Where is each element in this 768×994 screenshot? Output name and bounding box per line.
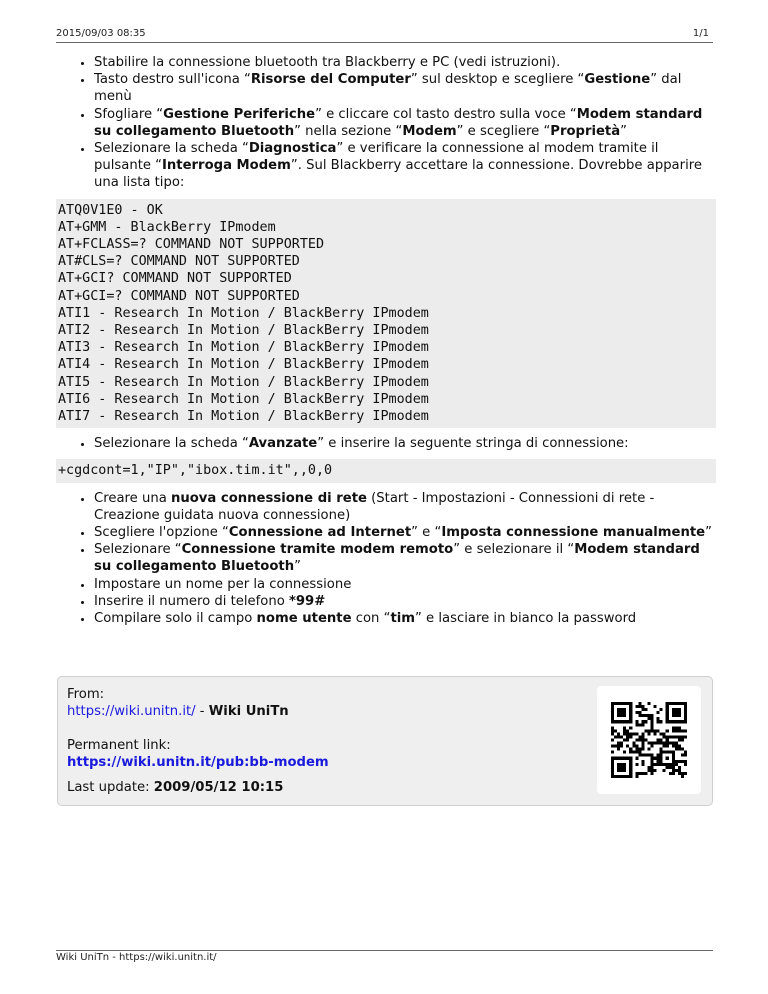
steps-list-3: [56, 490, 716, 628]
text-segment: Stabilire la connessione bluetooth tra Blackberry e PC (vedi istruzioni).: [94, 55, 561, 70]
text-segment: ” e scegliere “: [456, 123, 551, 139]
modem-response-code-block: [56, 199, 716, 429]
from-label: From:: [67, 687, 105, 702]
page-number: 1/1: [692, 28, 709, 39]
text-segment: con “: [351, 611, 391, 627]
list-item: [94, 71, 716, 105]
list-item: [94, 593, 716, 610]
bold-term: Gestione Periferiche: [163, 106, 316, 122]
bold-term: nome utente: [256, 611, 352, 627]
text-segment: (Start - Impostazioni - Connessioni di rete - Creazione guidata nuova connessione): [94, 490, 655, 523]
steps-list-1: [56, 54, 716, 192]
list-item: [94, 576, 716, 593]
code-line: +cgdcont=1,"IP","ibox.tim.it",,0,0: [58, 463, 333, 479]
text-segment: ” e verificare la connessione al modem tramite il pulsante “: [94, 141, 659, 174]
from-block: [67, 686, 289, 720]
bold-term: Connessione ad Internet: [228, 525, 412, 541]
bold-term: Proprietà: [550, 123, 621, 139]
bold-term: Interroga Modem: [162, 158, 291, 174]
text-segment: Compilare solo il campo: [94, 611, 257, 627]
bold-term: tim: [390, 611, 416, 627]
text-segment: Creare una: [94, 490, 171, 506]
page-info-box: [57, 676, 713, 806]
list-item: [94, 610, 716, 627]
bold-term: nuova connessione di rete: [170, 490, 367, 506]
bold-term: Avanzate: [248, 436, 318, 452]
list-item: [94, 435, 716, 452]
text-segment: Sfogliare “: [94, 106, 164, 122]
code-line: AT+FCLASS=? COMMAND NOT SUPPORTED: [58, 237, 325, 253]
permalink-block: [67, 737, 329, 771]
code-line: ATI7 - Research In Motion / BlackBerry IPmodem: [58, 409, 429, 425]
text-segment: ” e “: [411, 525, 442, 541]
bold-term: Diagnostica: [248, 141, 337, 157]
print-date: 2015/09/03 08:35: [56, 28, 146, 39]
steps-list-2: [56, 435, 716, 452]
bold-term: Modem standard su collegamento Bluetooth: [94, 542, 700, 575]
qr-code-image: [611, 702, 687, 778]
text-segment: Impostare un nome per la connessione: [94, 576, 352, 592]
code-line: ATI4 - Research In Motion / BlackBerry IPmodem: [58, 357, 429, 373]
bold-term: Gestione: [584, 72, 651, 88]
text-segment: ” dal menù: [94, 72, 682, 105]
text-segment: ” sul desktop e scegliere “: [410, 72, 585, 88]
qr-code: [597, 686, 701, 794]
code-line: ATI1 - Research In Motion / BlackBerry IPmodem: [58, 305, 429, 321]
text-segment: ” e inserire la seguente stringa di connessione:: [317, 436, 629, 452]
code-line: AT+GMM - BlackBerry IPmodem: [58, 219, 276, 235]
text-segment: Tasto destro sull'icona “: [94, 72, 251, 88]
text-segment: ” e lasciare in bianco la password: [415, 611, 637, 627]
last-update: [67, 779, 283, 796]
text-segment: Scegliere l'opzione “: [94, 525, 229, 541]
list-item: [94, 54, 716, 71]
list-item: [94, 140, 716, 192]
bold-term: *99#: [288, 593, 326, 609]
text-segment: Inserire il numero di telefono: [94, 593, 289, 609]
code-line: ATI3 - Research In Motion / BlackBerry IPmodem: [58, 340, 429, 356]
permalink-label: Permanent link:: [67, 738, 171, 753]
code-line: ATQ0V1E0 - OK: [58, 202, 163, 218]
from-separator: -: [195, 704, 209, 720]
bold-term: Risorse del Computer: [250, 72, 411, 88]
bold-term: Connessione tramite modem remoto: [181, 542, 454, 558]
text-segment: ”. Sul Blackberry accettare la connessione. Dovrebbe apparire una lista tipo:: [94, 158, 702, 191]
bold-term: Modem standard su collegamento Bluetooth: [94, 106, 703, 139]
article-content: [56, 54, 716, 627]
list-item: [94, 490, 716, 524]
list-item: [94, 524, 716, 541]
text-segment: ” nella sezione “: [294, 123, 403, 139]
last-update-value: 2009/05/12 10:15: [153, 780, 284, 795]
last-update-label: Last update:: [67, 780, 154, 795]
text-segment: ”: [620, 123, 627, 139]
from-site-name: Wiki UniTn: [208, 704, 289, 720]
text-segment: ” e selezionare il “: [453, 542, 575, 558]
bold-term: Modem: [402, 123, 457, 139]
text-segment: ”: [705, 525, 712, 541]
code-line: AT+GCI=? COMMAND NOT SUPPORTED: [58, 288, 300, 304]
text-segment: ”: [294, 559, 301, 575]
text-segment: Selezionare “: [94, 542, 182, 558]
list-item: [94, 541, 716, 575]
permalink-link[interactable]: https://wiki.unitn.it/pub:bb-modem: [67, 755, 329, 771]
connection-string-code-block: [56, 459, 716, 482]
text-segment: Selezionare la scheda “: [94, 141, 249, 157]
code-line: AT+GCI? COMMAND NOT SUPPORTED: [58, 271, 292, 287]
page-header: [56, 28, 713, 43]
code-line: AT#CLS=? COMMAND NOT SUPPORTED: [58, 254, 300, 270]
code-line: ATI2 - Research In Motion / BlackBerry IPmodem: [58, 323, 429, 339]
page-footer: Wiki UniTn - https://wiki.unitn.it/: [56, 950, 713, 963]
from-url-link[interactable]: https://wiki.unitn.it/: [67, 704, 196, 720]
text-segment: Selezionare la scheda “: [94, 436, 249, 452]
list-item: [94, 106, 716, 140]
text-segment: ” e cliccare col tasto destro sulla voce “: [315, 106, 577, 122]
bold-term: Imposta connessione manualmente: [441, 525, 706, 541]
code-line: ATI5 - Research In Motion / BlackBerry IPmodem: [58, 374, 429, 390]
code-line: ATI6 - Research In Motion / BlackBerry IPmodem: [58, 391, 429, 407]
